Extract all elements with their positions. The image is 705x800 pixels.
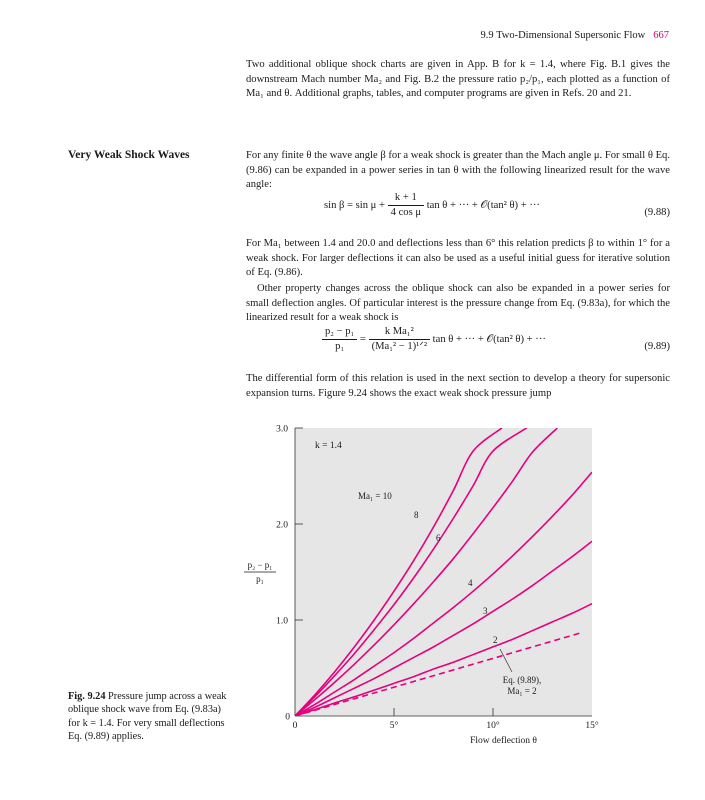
y-tick-label: 1.0	[276, 616, 288, 627]
eq-988-fraction	[388, 191, 424, 220]
side-heading: Very Weak Shock Waves	[68, 149, 190, 161]
eq-989-fraction	[369, 325, 430, 354]
eq-989-frac-top: k Ma₁²	[369, 325, 430, 340]
series-label-ma10: Ma₁ = 10	[358, 491, 392, 501]
caption-text: Pressure jump across a weak oblique shock wave from Eq. (9.83a) for k = 1.4. For very small deflections Eq. (9.89) applies.	[68, 691, 227, 743]
series-label-8: 8	[414, 510, 419, 520]
paragraph-other: Other property changes across the oblique shock can also be expanded in a power series for small deflection angles. Of particular interest is the pressure change from Eq. (9.83a), for which the linearized result for a weak shock is	[246, 283, 670, 324]
x-tick-label: 0	[292, 721, 298, 731]
eq-989-lhs-top: p₂ − p₁	[322, 325, 357, 340]
eq-988-frac-bottom: 4 cos μ	[390, 207, 422, 218]
section-title: 9.9 Two-Dimensional Supersonic Flow	[480, 30, 646, 41]
figure-9-24	[230, 415, 670, 755]
series-label-3: 3	[483, 606, 488, 616]
eq-988-lhs: sin β = sin μ +	[324, 200, 385, 211]
eq-988-frac-top: k + 1	[388, 191, 424, 206]
series-label-4: 4	[468, 578, 473, 588]
x-axis-label: Flow deflection θ	[470, 736, 537, 746]
eq-989-lhs-fraction	[322, 325, 357, 354]
series-label-eq989-line1: Eq. (9.89),	[502, 675, 542, 685]
series-label-2: 2	[493, 635, 498, 645]
y-axis-label-numerator: p₂ − p₁	[247, 560, 273, 570]
y-tick-label: 0	[285, 712, 290, 723]
eq-989-frac-bottom: (Ma₁² − 1)¹ᐟ²	[371, 341, 428, 352]
paragraph-weak-shock: For any finite θ the wave angle β for a weak shock is greater than the Mach angle μ. For small θ Eq. (9.86) can be expanded in a power series in tan θ with the following linearized result for the wave angle:	[246, 150, 670, 191]
page-number: 667	[653, 30, 669, 41]
equation-9-89	[246, 325, 670, 367]
caption-label: Fig. 9.24	[68, 691, 106, 702]
paragraph-between: For Ma₁ between 1.4 and 20.0 and deflections less than 6° this relation predicts β to within 1° for a weak shock. For larger deflections it can also be used as a useful initial guess for iterative solution of Eq. (9.86).	[246, 238, 670, 279]
eq-989-rhs: tan θ + ··· + 𝒪(tan² θ) + ···	[432, 333, 546, 345]
series-label-6: 6	[436, 533, 441, 543]
pressure-jump-chart	[230, 415, 670, 755]
eq-989-lhs-bottom: p₁	[335, 341, 345, 352]
x-tick-label: 5°	[389, 721, 399, 731]
series-label-eq989-line2: Ma₁ = 2	[507, 686, 537, 696]
eq-988-rhs: tan θ + ··· + 𝒪(tan² θ) + ···	[426, 199, 540, 211]
paragraph-differential: The differential form of this relation is used in the next section to develop a theory for supersonic expansion turns. Figure 9.24 shows the exact weak shock pressure jump	[246, 373, 670, 399]
eq-989-number: (9.89)	[644, 341, 670, 352]
k-annotation: k = 1.4	[315, 441, 342, 451]
x-tick-label: 15°	[585, 721, 599, 731]
y-tick-label: 2.0	[276, 520, 288, 531]
y-tick-label: 3.0	[276, 424, 288, 435]
paragraph-intro: Two additional oblique shock charts are given in App. B for k = 1.4, where Fig. B.1 gives the downstream Mach number Ma₂ and Fig. B.2 the pressure ratio p₂/p₁, each plotted as a function of Ma₁ and θ. Additional graphs, tables, and computer programs are given in Refs. 20 and 21.	[246, 59, 670, 100]
figure-caption	[68, 690, 230, 744]
equation-9-88	[246, 191, 670, 231]
x-tick-label: 10°	[486, 721, 500, 731]
y-axis-label-denominator: p₁	[256, 574, 264, 584]
eq-988-number: (9.88)	[644, 207, 670, 218]
eq-989-equals: =	[359, 334, 366, 345]
page-header	[481, 30, 669, 41]
